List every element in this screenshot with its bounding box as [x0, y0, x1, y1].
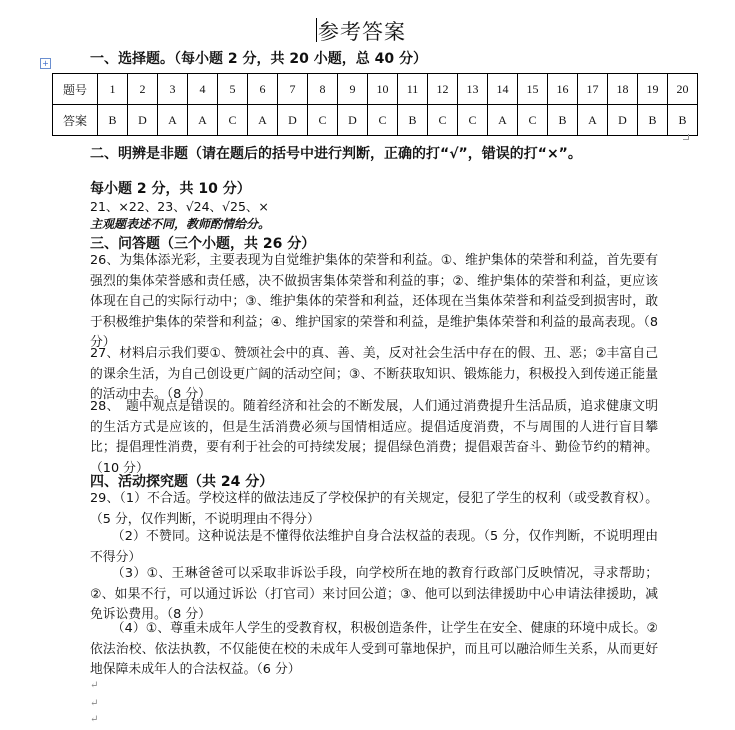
question-number-cell: 2 — [128, 74, 158, 105]
answer-cell: C — [368, 105, 398, 136]
question-number-cell: 13 — [458, 74, 488, 105]
answer-cell: B — [398, 105, 428, 136]
answer-28: 28、 题中观点是错误的。随着经济和社会的不断发展，人们通过消费提升生活品质，追求健康文明的生活方式是应该的，但是生活消费必须与国情相适应。提倡适度消费，不与周围的人进行盲目攀比；提倡理性消费，要有利于社会的可持续发展；提倡绿色消费；提倡艰苦奋斗、勤俭节约的精神。（10 分） — [90, 399, 658, 476]
table-move-handle-icon[interactable]: + — [40, 58, 51, 69]
section-3-heading: 三、问答题（三个小题，共 26 分） — [90, 236, 316, 252]
answer-cell: D — [338, 105, 368, 136]
answer-29-3: （3）①、王琳爸爸可以采取非诉讼手段，向学校所在地的教育行政部门反映情况，寻求帮助；②、如果不行，可以通过诉讼（打官司）来讨回公道；③、他可以到法律援助中心申请法律援助，减免诉讼费用。（8 分） — [90, 566, 658, 623]
question-number-cell: 4 — [188, 74, 218, 105]
question-number-cell: 10 — [368, 74, 398, 105]
question-number-cell: 17 — [578, 74, 608, 105]
answer-cell: A — [188, 105, 218, 136]
answer-29-4: （4）①、尊重未成年人学生的受教育权，积极创造条件，让学生在安全、健康的环境中成长。②依法治校、依法执教，不仅能使在校的未成年人受到可靠地保护，而且可以融洽师生关系，从而更好地保障未成年人的合法权益。（6 分） — [90, 621, 658, 678]
answer-cell: C — [458, 105, 488, 136]
question-number-cell: 7 — [278, 74, 308, 105]
question-number-cell: 18 — [608, 74, 638, 105]
answer-cell: B — [638, 105, 668, 136]
page-title: 参考答案 — [318, 16, 406, 46]
question-number-cell: 5 — [218, 74, 248, 105]
question-number-cell: 12 — [428, 74, 458, 105]
answer-27: 27、材料启示我们要①、赞颂社会中的真、善、美，反对社会生活中存在的假、丑、恶；②丰富自己的课余生活，为自己创设更广阔的活动空间；③、不断获取知识、锻炼能力，积极投入到传递正能量的活动中去。（8 分） — [90, 346, 658, 403]
answer-cell: D — [278, 105, 308, 136]
question-number-cell: 11 — [398, 74, 428, 105]
answer-cell: D — [128, 105, 158, 136]
answer-cell: B — [548, 105, 578, 136]
grading-note: 主观题表述不同，教师酌情给分。 — [90, 217, 271, 231]
answer-cell: C — [518, 105, 548, 136]
answer-cell: B — [98, 105, 128, 136]
section-2-heading: 二、明辨是非题（请在题后的括号中进行判断，正确的打“√”，错误的打“×”。 — [90, 146, 582, 162]
answer-table — [52, 73, 698, 136]
question-number-cell: 1 — [98, 74, 128, 105]
question-number-cell: 16 — [548, 74, 578, 105]
answer-26: 26、为集体添光彩，主要表现为自觉维护集体的荣誉和利益。①、维护集体的荣誉和利益，首先要有强烈的集体荣誉感和责任感，决不做损害集体荣誉和利益的事；②、维护集体的荣誉和利益，更应该体现在自己的实际行动中；③、维护集体的荣誉和利益，还体现在当集体荣誉和利益受到损害时，敢于积极维护集体的荣誉和利益；④、维护国家的荣誉和利益，是维护集体荣誉和利益的最高表现。（8 分） — [90, 253, 658, 351]
answer-cell: A — [248, 105, 278, 136]
table-row-answers — [53, 105, 698, 136]
question-number-cell: 8 — [308, 74, 338, 105]
section-4-heading: 四、活动探究题（共 24 分） — [90, 474, 274, 490]
question-number-cell: 15 — [518, 74, 548, 105]
question-number-cell: 9 — [338, 74, 368, 105]
answer-cell: A — [578, 105, 608, 136]
paragraph-mark-icon: ↵ — [90, 680, 99, 691]
question-number-cell: 20 — [668, 74, 698, 105]
table-row-numbers — [53, 74, 698, 105]
section-1-heading: 一、选择题。（每小题 2 分，共 20 小题，总 40 分） — [90, 51, 427, 67]
question-number-cell: 19 — [638, 74, 668, 105]
answer-29-1: 29、（1）不合适。学校这样的做法违反了学校保护的有关规定，侵犯了学生的权利（或受教育权）。（5 分，仅作判断，不说明理由不得分） — [90, 491, 658, 527]
table-end-marker — [683, 134, 689, 140]
row-label-answer: 答案 — [53, 105, 98, 136]
answer-cell: A — [158, 105, 188, 136]
row-label-number: 题号 — [53, 74, 98, 105]
section-2-score: 每小题 2 分，共 10 分） — [90, 181, 251, 197]
question-number-cell: 14 — [488, 74, 518, 105]
question-number-cell: 6 — [248, 74, 278, 105]
answer-cell: C — [308, 105, 338, 136]
answer-cell: C — [218, 105, 248, 136]
true-false-answers: 21、×22、23、√24、√25、× — [90, 199, 269, 214]
question-number-cell: 3 — [158, 74, 188, 105]
answer-29-2: （2）不赞同。这种说法是不懂得依法维护自身合法权益的表现。（5 分，仅作判断，不说明理由不得分） — [90, 529, 658, 565]
answer-cell: C — [428, 105, 458, 136]
answer-cell: B — [668, 105, 698, 136]
answer-cell: D — [608, 105, 638, 136]
paragraph-mark-icon: ↵ — [90, 698, 99, 709]
answer-cell: A — [488, 105, 518, 136]
paragraph-mark-icon: ↵ — [90, 714, 99, 725]
